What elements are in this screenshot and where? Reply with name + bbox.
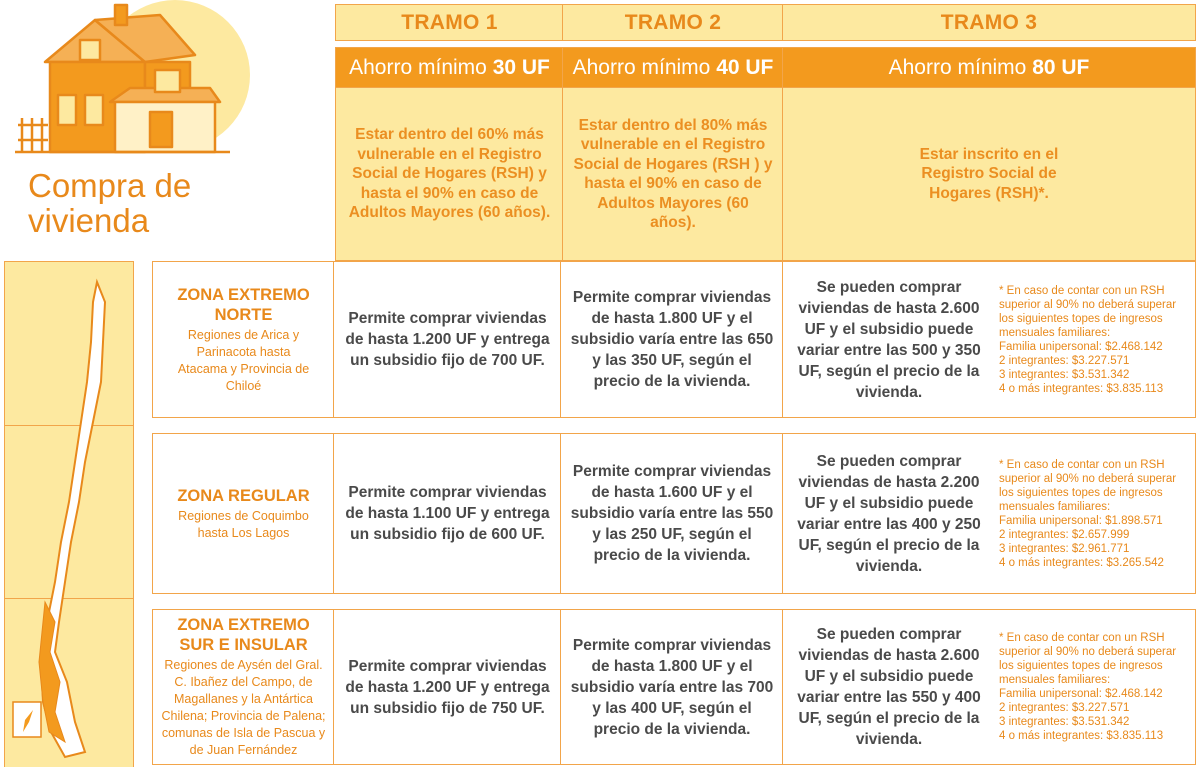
- zone-2-tramo-1: Permite comprar viviendas de hasta 1.100 UF y entrega un subsidio fijo de 600 UF.: [333, 433, 562, 594]
- tramo-1-ahorro: Ahorro mínimo 30 UF: [335, 47, 564, 89]
- zone-2-tramo-3: Se pueden comprar viviendas de hasta 2.200 UF y el subsidio puede variar entre las 400 y 250 UF, según el precio de la vivienda. * En caso de contar con un RSH superior al 90% no deberá superar los siguientes topes de ingresos mensuales familiares: Familia unipersonal: $1.898.571 2 integrantes: $2.657.999 3 integrantes: $2.961.771 4 o más integrantes: $3.265.542: [782, 433, 1196, 594]
- zone-extremo-norte: ZONA EXTREMO NORTE Regiones de Arica y Parinacota hasta Atacama y Provincia de Chiloé: [152, 261, 335, 418]
- house-illustration: [0, 0, 250, 165]
- zone-2-tramo-2: Permite comprar viviendas de hasta 1.600 UF y el subsidio varía entre las 550 y las 250 UF, según el precio de la vivienda.: [560, 433, 784, 594]
- tramo-2-ahorro: Ahorro mínimo 40 UF: [562, 47, 784, 89]
- zone-3-tramo-3: Se pueden comprar viviendas de hasta 2.600 UF y el subsidio puede variar entre las 550 y 400 UF, según el precio de la vivienda. * En caso de contar con un RSH superior al 90% no deberá superar los siguientes topes de ingresos mensuales familiares: Familia unipersonal: $2.468.142 2 integrantes: $3.227.571 3 integrantes: $3.531.342 4 o más integrantes: $3.835.113: [782, 609, 1196, 765]
- tramo-1-requisito: Estar dentro del 60% más vulnerable en el Registro Social de Hogares (RSH) y hasta el 90% en caso de Adultos Mayores (60 años).: [335, 87, 564, 261]
- income-note: * En caso de contar con un RSH superior al 90% no deberá superar los siguientes topes de ingresos mensuales familiares: Familia unipersonal: $2.468.142 2 integrantes: $3.227.571 3 integrantes: $3.531.342 4 o más integrantes: $3.835.113: [999, 632, 1177, 742]
- tramo-2-header: TRAMO 2: [562, 4, 784, 41]
- chile-map: [5, 262, 133, 766]
- zone-1-tramo-1: Permite comprar viviendas de hasta 1.200 UF y entrega un subsidio fijo de 700 UF.: [333, 261, 562, 418]
- income-note: * En caso de contar con un RSH superior al 90% no deberá superar los siguientes topes de ingresos mensuales familiares: Familia unipersonal: $2.468.142 2 integrantes: $3.227.571 3 integrantes: $3.531.342 4 o más integrantes: $3.835.113: [999, 284, 1177, 395]
- zone-regular: ZONA REGULAR Regiones de Coquimbo hasta Los Lagos: [152, 433, 335, 594]
- zone-3-tramo-2: Permite comprar viviendas de hasta 1.800 UF y el subsidio varía entre las 700 y las 400 UF, según el precio de la vivienda.: [560, 609, 784, 765]
- tramo-1-header: TRAMO 1: [335, 4, 564, 41]
- tramo-2-requisito: Estar dentro del 80% más vulnerable en el Registro Social de Hogares (RSH ) y hasta el 90% en caso de Adultos Mayores (60 años).: [562, 87, 784, 261]
- chile-map-panel: [4, 261, 134, 767]
- page-title: Compra de vivienda: [28, 167, 192, 239]
- tramo-3-header: TRAMO 3: [782, 4, 1196, 41]
- tramo-3-ahorro: Ahorro mínimo 80 UF: [782, 47, 1196, 89]
- zone-1-tramo-3: Se pueden comprar viviendas de hasta 2.600 UF y el subsidio puede variar entre las 500 y 350 UF, según el precio de la vivienda. * En caso de contar con un RSH superior al 90% no deberá superar los siguientes topes de ingresos mensuales familiares: Familia unipersonal: $2.468.142 2 integrantes: $3.227.571 3 integrantes: $3.531.342 4 o más integrantes: $3.835.113: [782, 261, 1196, 418]
- zone-extremo-sur: ZONA EXTREMO SUR E INSULAR Regiones de Aysén del Gral. C. Ibañez del Campo, de Magallanes y la Antártica Chilena; Provincia de Palena; comunas de Isla de Pascua y de Juan Fernández: [152, 609, 335, 765]
- income-note: * En caso de contar con un RSH superior al 90% no deberá superar los siguientes topes de ingresos mensuales familiares: Familia unipersonal: $1.898.571 2 integrantes: $2.657.999 3 integrantes: $2.961.771 4 o más integrantes: $3.265.542: [999, 458, 1177, 569]
- zone-3-tramo-1: Permite comprar viviendas de hasta 1.200 UF y entrega un subsidio fijo de 750 UF.: [333, 609, 562, 765]
- tramo-3-requisito: Estar inscrito en el Registro Social de Hogares (RSH)*.: [782, 87, 1196, 261]
- zone-1-tramo-2: Permite comprar viviendas de hasta 1.800 UF y el subsidio varía entre las 650 y las 350 UF, según el precio de la vivienda.: [560, 261, 784, 418]
